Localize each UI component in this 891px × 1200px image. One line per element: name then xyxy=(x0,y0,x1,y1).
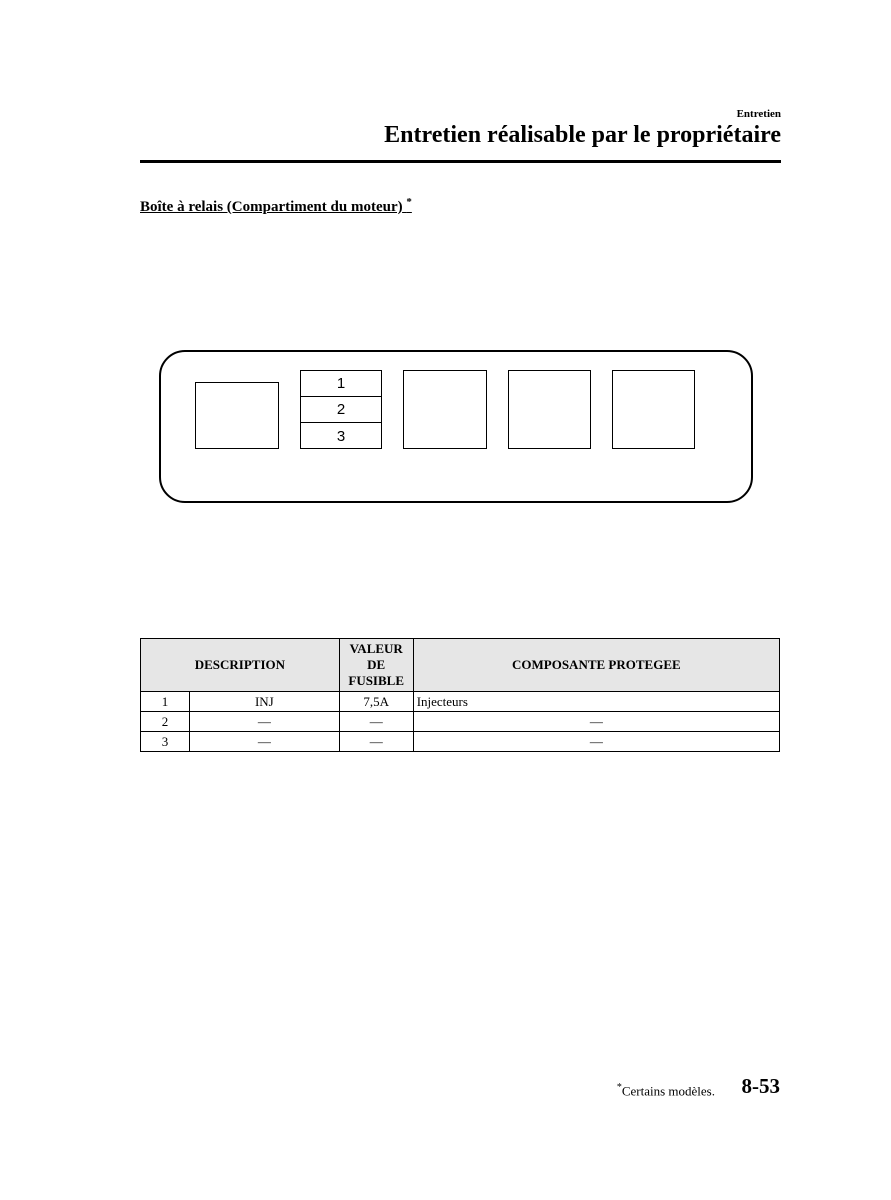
row-number: 1 xyxy=(141,692,190,712)
page-number: 8-53 xyxy=(741,1074,780,1098)
section-label: Entretien xyxy=(736,108,781,120)
fuse-cell-2: 2 xyxy=(301,397,381,423)
footnote-marker: * xyxy=(616,1082,622,1093)
fuse-table xyxy=(140,638,780,752)
fuse-cell-3: 3 xyxy=(336,427,346,445)
table-row xyxy=(141,732,780,752)
table-header-row xyxy=(141,639,780,692)
row-fuse-value: — xyxy=(339,732,413,752)
header-description: DESCRIPTION xyxy=(141,639,340,692)
footnote xyxy=(617,1082,715,1099)
row-description: INJ xyxy=(189,692,339,712)
asterisk-marker: * xyxy=(406,196,412,208)
relay-slot-1 xyxy=(195,382,279,449)
fuse-stack xyxy=(300,370,382,449)
row-component: — xyxy=(413,732,779,752)
table-row xyxy=(141,692,780,712)
row-description: — xyxy=(189,712,339,732)
subheading-text: Boîte à relais (Compartiment du moteur) xyxy=(140,199,403,215)
row-number: 3 xyxy=(141,732,190,752)
header-protected-component: COMPOSANTE PROTEGEE xyxy=(413,639,779,692)
title-rule xyxy=(140,160,781,163)
row-description: — xyxy=(189,732,339,752)
row-component: — xyxy=(413,712,779,732)
footnote-text: Certains modèles. xyxy=(621,1083,715,1099)
row-component: Injecteurs xyxy=(413,692,779,712)
fuse-cell-1: 1 xyxy=(301,371,381,397)
row-fuse-value: — xyxy=(339,712,413,732)
row-number: 2 xyxy=(141,712,190,732)
relay-slot-4 xyxy=(612,370,695,449)
relay-slot-2 xyxy=(403,370,487,449)
header-fuse-value: VALEUR DE FUSIBLE xyxy=(339,639,413,692)
subheading xyxy=(140,196,412,216)
table-row xyxy=(141,712,780,732)
row-fuse-value: 7,5A xyxy=(339,692,413,712)
relay-slot-3 xyxy=(508,370,591,449)
page-title: Entretien réalisable par le propriétaire xyxy=(384,122,781,148)
